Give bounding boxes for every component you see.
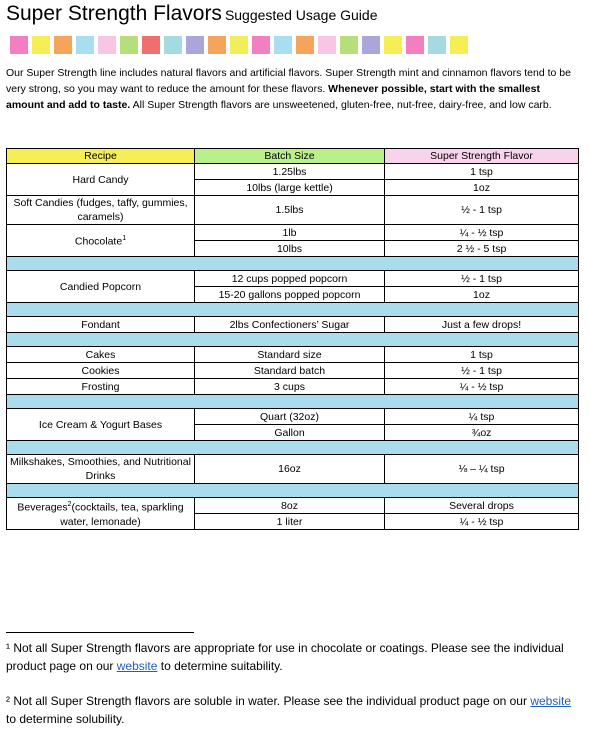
batch-cell: 1lb	[195, 225, 385, 241]
recipe-cakes: Cakes	[7, 347, 195, 363]
table-row	[7, 317, 579, 333]
flavor-cell: 1oz	[385, 287, 579, 303]
usage-table	[6, 148, 579, 530]
batch-cell: 2lbs Confectioners’ Sugar	[195, 317, 385, 333]
footnote-1	[6, 639, 578, 675]
batch-cell: Standard size	[195, 347, 385, 363]
footnote-divider	[6, 632, 194, 633]
table-row	[7, 164, 579, 180]
batch-cell: Standard batch	[195, 363, 385, 379]
recipe-candied-popcorn: Candied Popcorn	[7, 271, 195, 303]
footnote-2-text: Not all Super Strength flavors are soluble in water. Please see the individual product page on our	[10, 694, 531, 708]
table-row	[7, 379, 579, 395]
batch-cell: 15-20 gallons popped popcorn	[195, 287, 385, 303]
table-row	[7, 455, 579, 484]
recipe-fondant: Fondant	[7, 317, 195, 333]
flavor-cell: ¼ - ½ tsp	[385, 225, 579, 241]
color-swatch	[318, 36, 336, 54]
separator-row	[7, 441, 579, 455]
flavor-cell: ⅛ – ¼ tsp	[385, 455, 579, 484]
flavor-cell: ¼ - ½ tsp	[385, 379, 579, 395]
footnote-1-mark: ¹	[6, 641, 10, 655]
header-flavor: Super Strength Flavor	[385, 149, 579, 164]
header-recipe: Recipe	[7, 149, 195, 164]
separator-row	[7, 395, 579, 409]
title-subtitle: Suggested Usage Guide	[224, 7, 378, 23]
color-swatch	[10, 36, 28, 54]
flavor-cell: 1 tsp	[385, 164, 579, 180]
separator-cell	[7, 303, 579, 317]
color-swatch	[406, 36, 424, 54]
recipe-beverages	[7, 498, 195, 530]
recipe-milkshakes: Milkshakes, Smoothies, and Nutritional Drinks	[7, 455, 195, 484]
recipe-soft-candies: Soft Candies (fudges, taffy, gummies, caramels)	[7, 196, 195, 225]
color-swatch	[428, 36, 446, 54]
flavor-cell: ½ - 1 tsp	[385, 271, 579, 287]
recipe-chocolate-label: Chocolate	[74, 235, 123, 248]
table-row	[7, 196, 579, 225]
flavor-cell: 1oz	[385, 180, 579, 196]
color-swatch	[32, 36, 50, 54]
recipe-frosting: Frosting	[7, 379, 195, 395]
batch-cell: 8oz	[195, 498, 385, 514]
color-swatch	[230, 36, 248, 54]
color-swatch	[340, 36, 358, 54]
separator-row	[7, 303, 579, 317]
color-swatch	[384, 36, 402, 54]
recipe-ice-cream: Ice Cream & Yogurt Bases	[7, 409, 195, 441]
batch-cell: 1 liter	[195, 514, 385, 530]
batch-cell: 10lbs	[195, 241, 385, 257]
intro-bold-text: Whenever possible, start with the smallest amount and add to taste.	[6, 83, 540, 111]
batch-cell: 3 cups	[195, 379, 385, 395]
color-swatch-strip	[10, 36, 468, 54]
color-swatch	[98, 36, 116, 54]
footnote-mark-2: 2	[67, 501, 72, 509]
separator-row	[7, 333, 579, 347]
footnote-1-tail: to determine suitability.	[157, 659, 283, 673]
recipe-cookies: Cookies	[7, 363, 195, 379]
recipe-beverages-label: Beverages	[17, 501, 68, 514]
footnote-mark-1: 1	[122, 235, 127, 243]
batch-cell: 10lbs (large kettle)	[195, 180, 385, 196]
table-row	[7, 225, 579, 241]
color-swatch	[208, 36, 226, 54]
batch-cell: Quart (32oz)	[195, 409, 385, 425]
table-header-row	[7, 149, 579, 164]
color-swatch	[186, 36, 204, 54]
footnote-2-website-link[interactable]: website	[530, 694, 571, 708]
batch-cell: 1.25lbs	[195, 164, 385, 180]
separator-cell	[7, 441, 579, 455]
color-swatch	[362, 36, 380, 54]
flavor-cell: Several drops	[385, 498, 579, 514]
color-swatch	[142, 36, 160, 54]
flavor-cell: ½ - 1 tsp	[385, 196, 579, 225]
page-title	[6, 2, 378, 26]
flavor-cell: ¼ tsp	[385, 409, 579, 425]
separator-row	[7, 257, 579, 271]
intro-text: Our Super Strength line includes natural flavors and artificial flavors. Super Strength mint and cinnamon flavors tend to be very strong, so you may want to reduce the amount for these flavors.	[6, 67, 571, 95]
flavor-cell: ½ - 1 tsp	[385, 363, 579, 379]
table-row	[7, 347, 579, 363]
separator-cell	[7, 395, 579, 409]
header-batch-size: Batch Size	[195, 149, 385, 164]
table-row	[7, 271, 579, 287]
footnote-1-text: Not all Super Strength flavors are appropriate for use in chocolate or coatings. Please see the individual product page on our	[6, 641, 564, 673]
intro-paragraph	[6, 65, 578, 113]
flavor-cell: 2 ½ - 5 tsp	[385, 241, 579, 257]
color-swatch	[120, 36, 138, 54]
flavor-cell: ¼ - ½ tsp	[385, 514, 579, 530]
batch-cell: 12 cups popped popcorn	[195, 271, 385, 287]
color-swatch	[54, 36, 72, 54]
title-main: Super Strength Flavors	[6, 2, 222, 25]
intro-tail-text: All Super Strength flavors are unsweetened, gluten-free, nut-free, dairy-free, and low carb.	[130, 99, 552, 111]
footnote-1-website-link[interactable]: website	[116, 659, 158, 673]
recipe-hard-candy: Hard Candy	[7, 164, 195, 196]
batch-cell: 1.5lbs	[195, 196, 385, 225]
separator-row	[7, 484, 579, 498]
flavor-cell: ¾oz	[385, 425, 579, 441]
table-row	[7, 363, 579, 379]
color-swatch	[296, 36, 314, 54]
table-row	[7, 498, 579, 514]
color-swatch	[252, 36, 270, 54]
separator-cell	[7, 484, 579, 498]
footnote-2	[6, 692, 578, 728]
batch-cell: Gallon	[195, 425, 385, 441]
footnote-2-mark: ²	[6, 694, 10, 708]
footnote-2-tail: to determine solubility.	[6, 712, 125, 726]
recipe-beverages-detail: (cocktails, tea, sparkling water, lemonade)	[60, 501, 184, 528]
batch-cell: 16oz	[195, 455, 385, 484]
table-row	[7, 409, 579, 425]
separator-cell	[7, 257, 579, 271]
flavor-cell: Just a few drops!	[385, 317, 579, 333]
separator-cell	[7, 333, 579, 347]
flavor-cell: 1 tsp	[385, 347, 579, 363]
recipe-chocolate	[7, 225, 195, 257]
color-swatch	[450, 36, 468, 54]
color-swatch	[76, 36, 94, 54]
color-swatch	[274, 36, 292, 54]
color-swatch	[164, 36, 182, 54]
